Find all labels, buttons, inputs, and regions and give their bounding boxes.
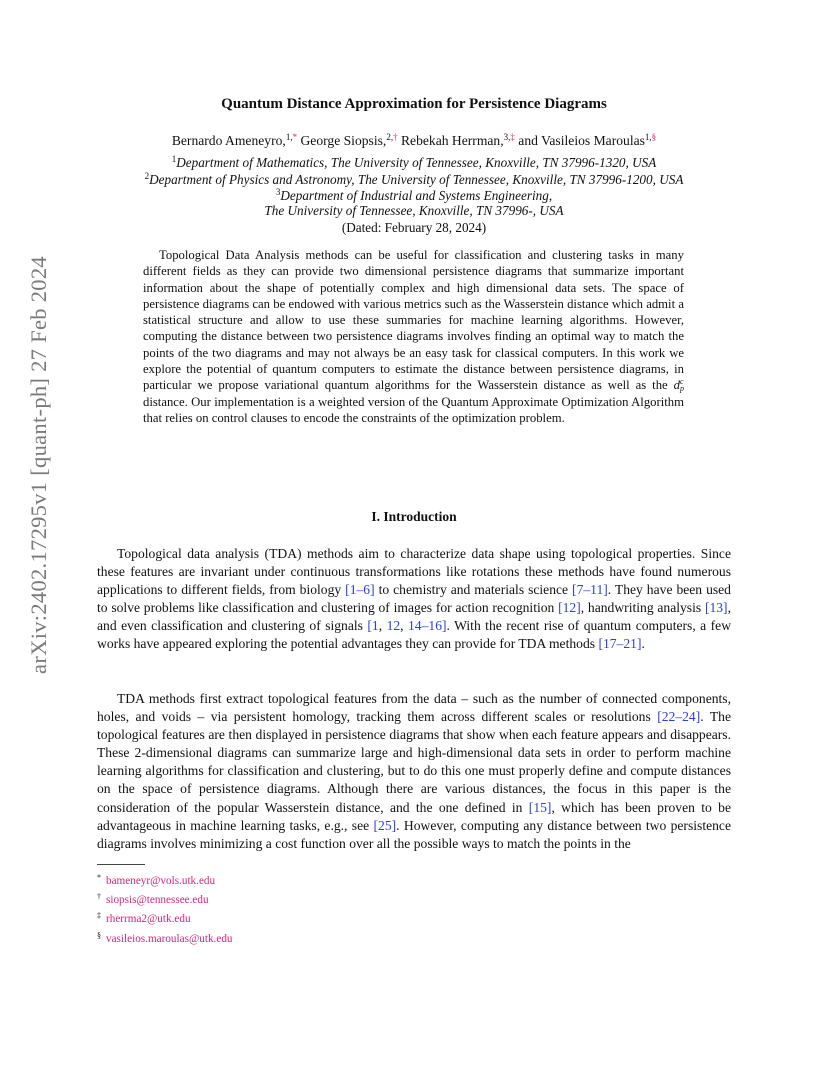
author-list [0,132,828,149]
author-name: Vasileios Maroulas [541,133,645,148]
footnotes [97,870,233,947]
paragraph-text: . They have been used to solve problems like classification and clustering of images for action recognition [97,582,731,616]
affiliation-line [0,203,828,219]
affiliation-line [0,171,828,188]
paragraph-text: . The topological features are then displayed in persistence diagrams that show when each feature appears and disappears. These 2-dimensional diagrams can summarize large and high-dimensional data sets in order to perform machine learning algorithms for classification and clustering, but to do this one must properly define and compute distances on the space of persistence diagrams. Although there are various distances, the focus in this paper is the consideration of the popular Wasserstein distance, and the one defined in [97,709,731,815]
citation-link[interactable]: 14–16] [408,618,447,634]
paper-title: Quantum Distance Approximation for Persistence Diagrams [221,96,607,112]
author-affil-number: 1, [644,132,652,142]
footnote-item [97,908,233,927]
paragraph-text: . With the recent rise of quantum computers, a few works have appeared exploring the potential advantages they can provide for TDA methods [97,618,732,652]
paragraph-text: . [641,636,645,652]
arxiv-identifier-text: arXiv:2402.17295v1 [quant-ph] 27 Feb 2024 [26,256,51,674]
arxiv-identifier-stamp [26,256,52,674]
abstract [143,247,684,426]
footnote-mark: † [97,892,101,902]
footnote-divider [97,864,145,865]
affiliation-number: 3 [275,187,281,197]
citation-link[interactable]: [15] [528,799,552,815]
footnote-mark: * [97,873,101,882]
affiliation-line [0,154,828,171]
affiliation-text: The University of Tennessee, Knoxville, TN 37996-, USA [264,203,564,218]
author-name: Rebekah Herrman, [400,133,504,148]
citation-link[interactable]: [25] [373,817,397,833]
author-footnote-mark[interactable]: * [292,132,298,142]
footnote-email-link[interactable]: siopsis@tennessee.edu [106,894,209,907]
citation-link[interactable]: 12 [386,618,401,634]
affiliation-text: Department of Industrial and Systems Engineering, [280,188,553,203]
footnote-mark: § [97,930,101,940]
citation-link[interactable]: [22–24] [657,709,701,725]
affiliation-number: 1 [171,154,177,164]
author-footnote-mark[interactable]: † [393,132,398,142]
author-affil-number: 2, [386,132,394,142]
dp-symbol-letter: d [673,378,680,393]
citation-link[interactable]: [1–6] [345,582,375,598]
paragraph-text: , [378,618,387,634]
footnote-email-link[interactable]: vasileios.maroulas@utk.edu [106,932,233,945]
footnote-email-link[interactable]: bameneyr@vols.utk.edu [106,875,216,887]
footnote-item [97,889,233,908]
paragraph-text: , [400,618,408,634]
dp-distance-symbol [674,378,684,392]
paragraph-text: to chemistry and materials science [374,582,573,598]
footnote-item [97,870,233,889]
affiliation-line [0,187,828,204]
abstract-text: Topological Data Analysis methods can be useful for classification and clustering tasks in many different fields as they can provide two dimensional persistence diagrams that summarize important information about the shape of potentially complex and high dimensional data sets. The space of persistence diagrams can be endowed with various metrics such as the Wasserstein distance which admit a statistical structure and allow to use these summaries for machine learning algorithms. However, computing the distance between two persistence diagrams involves finding an optimal way to match the points of the two diagrams and may not always be an easy task for classical computers. In this work we explore the potential of quantum computers to estimate the distance between persistence diagrams, in particular we propose variational quantum algorithms for the Wasserstein distance as well as the [143,248,684,393]
footnote-item [97,928,233,947]
author-connector: and [518,133,538,148]
author-footnote-mark[interactable]: § [651,132,657,142]
affiliation-text: Department of Physics and Astronomy, The University of Tennessee, Knoxville, TN 37996-1200, USA [149,172,684,187]
citation-link[interactable]: [1 [367,618,379,634]
dp-symbol-subscript: p [680,384,684,394]
section-heading-introduction: I. Introduction [371,509,457,524]
paragraph-text: Topological data analysis (TDA) methods aim to characterize data shape using topological properties. Since these features are invariant under continuous transformations like rotations these methods have found numerous applications to different fields, from biology [97,546,731,598]
footnote-email-link[interactable]: rherrma2@utk.edu [106,913,191,926]
footnote-mark: ‡ [97,911,101,921]
author-name: Bernardo Ameneyro, [171,133,286,148]
citation-link[interactable]: [17–21] [598,636,642,652]
abstract-text: distance. Our implementation is a weighted version of the Quantum Approximate Optimization Algorithm that relies on control clauses to encode the constraints of the optimization problem. [143,394,684,425]
body-paragraph [97,690,731,853]
paragraph-text: , which has been proven to be advantageous in machine learning tasks, e.g., see [97,799,731,833]
affiliation-number: 2 [144,171,150,181]
author-name: George Siopsis, [300,133,387,148]
paragraph-text: , handwriting analysis [580,600,705,616]
dp-symbol-superscript: c [680,377,684,387]
author-footnote-mark[interactable]: ‡ [510,132,515,142]
affiliation-text: Department of Mathematics, The University of Tennessee, Knoxville, TN 37996-1320, USA [176,155,657,170]
citation-link[interactable]: [7–11] [572,582,608,598]
author-affil-number: 3, [503,132,511,142]
date-line: (Dated: February 28, 2024) [341,220,487,235]
paragraph-text: , and even classification and clustering of signals [97,600,731,634]
paragraph-text: TDA methods first extract topological features from the data – such as the number of connected components, holes, and voids – via persistent homology, tracking them across different scales or resolutions [97,691,731,725]
citation-link[interactable]: [12] [558,600,581,616]
body-paragraph [97,545,731,654]
citation-link[interactable]: [13] [704,600,728,616]
paragraph-text: . However, computing any distance between two persistence diagrams involves minimizing a cost function over all the possible ways to match the points in the [97,817,731,851]
author-affil-number: 1, [285,132,293,142]
